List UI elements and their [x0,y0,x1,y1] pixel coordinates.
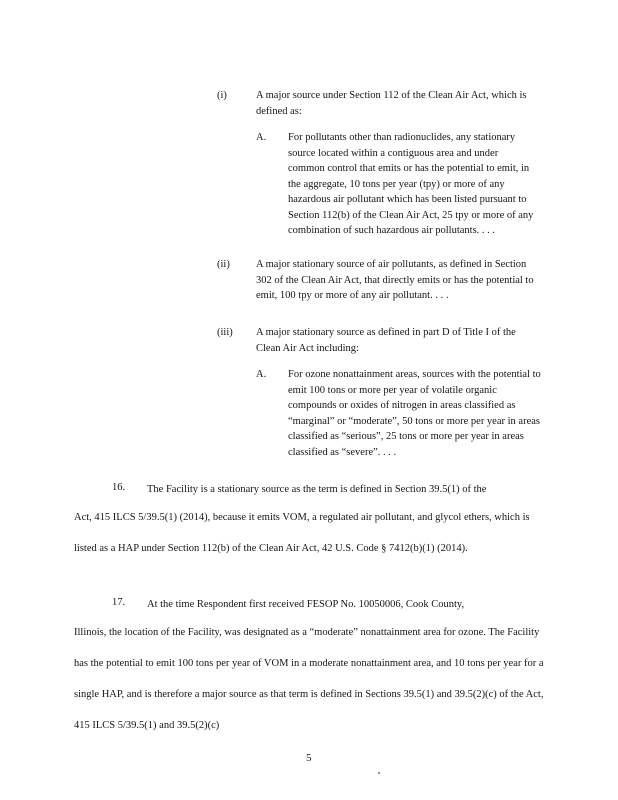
item-ii-text: A major stationary source of air pollutants, as defined in Section 302 of the Clean Air Act, that directly emits or has the potential to emit, 100 tpy or more of any air pollutant. . . . [256,259,534,301]
item-i-text: A major source under Section 112 of the Clean Air Act, which is defined as: [256,90,527,117]
item-ii-label: (ii) [217,259,230,270]
scan-speck [378,772,380,774]
paragraph-17-text: Illinois, the location of the Facility, was designated as a “moderate” nonattainment area for ozone. The Facility has the potential to emit 100 tons per year of VOM in a moderate nonattainment area, and 10 tons per year for a single HAP, and is therefore a major source as that term is defined in Sections 39.5(1) and 39.5(2)(c) of the Act, 415 ILCS 5/39.5(1) and 39.5(2)(c) [74,627,544,731]
item-iii-a-text: For ozone nonattainment areas, sources with the potential to emit 100 tons or more per year of volatile organic compounds or oxides of nitrogen in areas classified as “marginal” or “moderate”, 50 tons or more per year in areas classified as “serious”, 25 tons or more per year in areas classified as “severe”. . . . [288,369,541,458]
item-iii-text: A major stationary source as defined in part D of Title I of the Clean Air Act including: [256,327,516,354]
item-i-a-label: A. [256,132,267,143]
paragraph-16-first-line: The Facility is a stationary source as the term is defined in Section 39.5(1) of the [147,484,487,495]
item-i-a-text: For pollutants other than radionuclides, any stationary source located within a contiguous area and under common control that emits or has the potential to emit, in the aggregate, 10 tons per year (tpy) or more of any hazardous air pollutant which has been listed pursuant to Section 112(b) of the Clean Air Act, 25 tpy or more of any combination of such hazardous air pollutants. . . . [288,132,534,236]
item-iii-label: (iii) [217,327,233,338]
page-number: 5 [306,752,312,764]
paragraph-16-text: Act, 415 ILCS 5/39.5(1) (2014), because it emits VOM, a regulated air pollutant, and glycol ethers, which is listed as a HAP under Section 112(b) of the Clean Air Act, 42 U.S. Code § 7412(b)(1) (2014). [74,512,530,554]
item-i-label: (i) [217,90,227,101]
paragraph-17-first-line: At the time Respondent first received FESOP No. 10050006, Cook County, [147,599,465,610]
item-iii-a-label: A. [256,369,267,380]
paragraph-16-number: 16. [112,482,126,493]
paragraph-17-number: 17. [112,597,126,608]
